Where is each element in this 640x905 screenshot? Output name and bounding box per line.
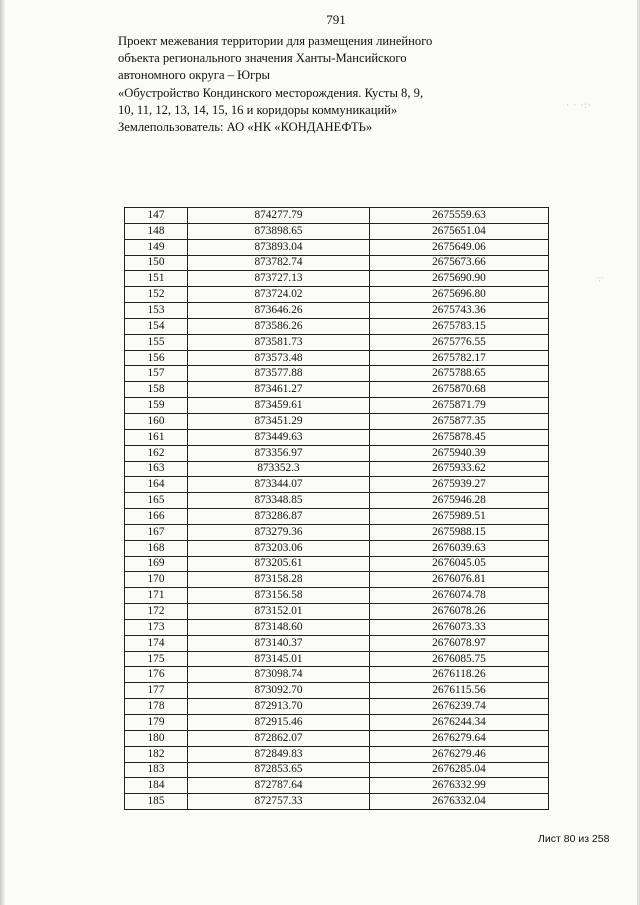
y-coordinate-cell: 2675783.15 <box>370 318 549 334</box>
y-coordinate-cell: 2675870.68 <box>370 382 549 398</box>
y-coordinate-cell: 2676279.64 <box>370 730 549 746</box>
y-coordinate-cell: 2675651.04 <box>370 223 549 239</box>
coordinates-table-body <box>125 208 549 810</box>
point-number-cell: 162 <box>125 445 188 461</box>
x-coordinate-cell: 874277.79 <box>188 208 370 224</box>
x-coordinate-cell: 872853.65 <box>188 762 370 778</box>
x-coordinate-cell: 873092.70 <box>188 683 370 699</box>
y-coordinate-cell: 2675940.39 <box>370 445 549 461</box>
y-coordinate-cell: 2675782.17 <box>370 350 549 366</box>
table-row <box>125 730 549 746</box>
x-coordinate-cell: 873724.02 <box>188 287 370 303</box>
y-coordinate-cell: 2676078.26 <box>370 604 549 620</box>
header-line: «Обустройство Кондинского месторождения. Кусты 8, 9, <box>118 85 424 100</box>
y-coordinate-cell: 2675743.36 <box>370 303 549 319</box>
point-number-cell: 150 <box>125 255 188 271</box>
table-row <box>125 715 549 731</box>
point-number-cell: 178 <box>125 699 188 715</box>
table-row <box>125 619 549 635</box>
table-row <box>125 778 549 794</box>
scan-edge-left <box>0 0 5 905</box>
table-row <box>125 445 549 461</box>
y-coordinate-cell: 2676074.78 <box>370 588 549 604</box>
header-line: Землепользователь: АО «НК «КОНДАНЕФТЬ» <box>118 120 373 135</box>
y-coordinate-cell: 2675939.27 <box>370 477 549 493</box>
point-number-cell: 179 <box>125 715 188 731</box>
x-coordinate-cell: 873203.06 <box>188 540 370 556</box>
x-coordinate-cell: 873286.87 <box>188 509 370 525</box>
table-row <box>125 556 549 572</box>
y-coordinate-cell: 2676078.97 <box>370 635 549 651</box>
point-number-cell: 166 <box>125 509 188 525</box>
table-row <box>125 461 549 477</box>
y-coordinate-cell: 2675988.15 <box>370 524 549 540</box>
header-line: 10, 11, 12, 13, 14, 15, 16 и коридоры коммуникаций» <box>118 102 398 117</box>
faint-stamp-mark: · · ·:· <box>566 100 592 110</box>
point-number-cell: 177 <box>125 683 188 699</box>
x-coordinate-cell: 873898.65 <box>188 223 370 239</box>
table-row <box>125 366 549 382</box>
point-number-cell: 154 <box>125 318 188 334</box>
point-number-cell: 171 <box>125 588 188 604</box>
x-coordinate-cell: 872757.33 <box>188 794 370 810</box>
point-number-cell: 148 <box>125 223 188 239</box>
table-row <box>125 239 549 255</box>
x-coordinate-cell: 873893.04 <box>188 239 370 255</box>
y-coordinate-cell: 2675989.51 <box>370 509 549 525</box>
x-coordinate-cell: 872862.07 <box>188 730 370 746</box>
table-row <box>125 667 549 683</box>
header-line: объекта регионального значения Ханты-Мансийского <box>118 51 407 66</box>
x-coordinate-cell: 873152.01 <box>188 604 370 620</box>
x-coordinate-cell: 873577.88 <box>188 366 370 382</box>
coordinates-table <box>124 207 549 810</box>
point-number-cell: 169 <box>125 556 188 572</box>
table-row <box>125 255 549 271</box>
point-number-cell: 153 <box>125 303 188 319</box>
table-row <box>125 429 549 445</box>
table-row <box>125 746 549 762</box>
x-coordinate-cell: 873156.58 <box>188 588 370 604</box>
point-number-cell: 151 <box>125 271 188 287</box>
y-coordinate-cell: 2676332.99 <box>370 778 549 794</box>
y-coordinate-cell: 2675673.66 <box>370 255 549 271</box>
table-row <box>125 524 549 540</box>
y-coordinate-cell: 2675776.55 <box>370 334 549 350</box>
header-line: автономного округа – Югры <box>118 68 271 83</box>
y-coordinate-cell: 2675946.28 <box>370 493 549 509</box>
y-coordinate-cell: 2676073.33 <box>370 619 549 635</box>
header-line: Проект межевания территории для размещения линейного <box>118 34 433 48</box>
point-number-cell: 165 <box>125 493 188 509</box>
y-coordinate-cell: 2675696.80 <box>370 287 549 303</box>
y-coordinate-cell: 2675871.79 <box>370 398 549 414</box>
point-number-cell: 155 <box>125 334 188 350</box>
y-coordinate-cell: 2676239.74 <box>370 699 549 715</box>
point-number-cell: 159 <box>125 398 188 414</box>
y-coordinate-cell: 2675933.62 <box>370 461 549 477</box>
x-coordinate-cell: 873586.26 <box>188 318 370 334</box>
document-header <box>118 33 432 136</box>
table-row <box>125 303 549 319</box>
point-number-cell: 174 <box>125 635 188 651</box>
table-row <box>125 540 549 556</box>
table-row <box>125 762 549 778</box>
table-row <box>125 223 549 239</box>
y-coordinate-cell: 2676285.04 <box>370 762 549 778</box>
table-row <box>125 572 549 588</box>
point-number-cell: 149 <box>125 239 188 255</box>
point-number-cell: 182 <box>125 746 188 762</box>
table-row <box>125 635 549 651</box>
y-coordinate-cell: 2675877.35 <box>370 413 549 429</box>
x-coordinate-cell: 872915.46 <box>188 715 370 731</box>
table-row <box>125 699 549 715</box>
table-row <box>125 271 549 287</box>
table-row <box>125 208 549 224</box>
y-coordinate-cell: 2676085.75 <box>370 651 549 667</box>
point-number-cell: 161 <box>125 429 188 445</box>
point-number-cell: 175 <box>125 651 188 667</box>
page-number: 791 <box>326 12 346 27</box>
y-coordinate-cell: 2676076.81 <box>370 572 549 588</box>
y-coordinate-cell: 2675559.63 <box>370 208 549 224</box>
faint-scan-mark: ·;· <box>596 274 604 283</box>
x-coordinate-cell: 873348.85 <box>188 493 370 509</box>
point-number-cell: 185 <box>125 794 188 810</box>
x-coordinate-cell: 873581.73 <box>188 334 370 350</box>
x-coordinate-cell: 873573.48 <box>188 350 370 366</box>
x-coordinate-cell: 873449.63 <box>188 429 370 445</box>
point-number-cell: 168 <box>125 540 188 556</box>
point-number-cell: 157 <box>125 366 188 382</box>
table-row <box>125 350 549 366</box>
table-row <box>125 588 549 604</box>
table-row <box>125 398 549 414</box>
y-coordinate-cell: 2675878.45 <box>370 429 549 445</box>
table-row <box>125 413 549 429</box>
table-row <box>125 651 549 667</box>
table-row <box>125 493 549 509</box>
x-coordinate-cell: 872913.70 <box>188 699 370 715</box>
y-coordinate-cell: 2676118.26 <box>370 667 549 683</box>
x-coordinate-cell: 872787.64 <box>188 778 370 794</box>
x-coordinate-cell: 873344.07 <box>188 477 370 493</box>
x-coordinate-cell: 873727.13 <box>188 271 370 287</box>
x-coordinate-cell: 873279.36 <box>188 524 370 540</box>
y-coordinate-cell: 2676279.46 <box>370 746 549 762</box>
y-coordinate-cell: 2676332.04 <box>370 794 549 810</box>
y-coordinate-cell: 2676045.05 <box>370 556 549 572</box>
x-coordinate-cell: 873140.37 <box>188 635 370 651</box>
x-coordinate-cell: 873352.3 <box>188 461 370 477</box>
x-coordinate-cell: 873356.97 <box>188 445 370 461</box>
table-row <box>125 509 549 525</box>
point-number-cell: 163 <box>125 461 188 477</box>
sheet-counter: Лист 80 из 258 <box>538 833 610 845</box>
point-number-cell: 164 <box>125 477 188 493</box>
table-row <box>125 604 549 620</box>
y-coordinate-cell: 2675690.90 <box>370 271 549 287</box>
y-coordinate-cell: 2675649.06 <box>370 239 549 255</box>
x-coordinate-cell: 873459.61 <box>188 398 370 414</box>
x-coordinate-cell: 873205.61 <box>188 556 370 572</box>
y-coordinate-cell: 2676115.56 <box>370 683 549 699</box>
x-coordinate-cell: 873451.29 <box>188 413 370 429</box>
y-coordinate-cell: 2675788.65 <box>370 366 549 382</box>
x-coordinate-cell: 873158.28 <box>188 572 370 588</box>
y-coordinate-cell: 2676244.34 <box>370 715 549 731</box>
point-number-cell: 152 <box>125 287 188 303</box>
point-number-cell: 147 <box>125 208 188 224</box>
x-coordinate-cell: 872849.83 <box>188 746 370 762</box>
point-number-cell: 183 <box>125 762 188 778</box>
y-coordinate-cell: 2676039.63 <box>370 540 549 556</box>
point-number-cell: 184 <box>125 778 188 794</box>
table-row <box>125 477 549 493</box>
point-number-cell: 167 <box>125 524 188 540</box>
table-row <box>125 794 549 810</box>
x-coordinate-cell: 873461.27 <box>188 382 370 398</box>
point-number-cell: 158 <box>125 382 188 398</box>
x-coordinate-cell: 873646.26 <box>188 303 370 319</box>
point-number-cell: 172 <box>125 604 188 620</box>
point-number-cell: 156 <box>125 350 188 366</box>
x-coordinate-cell: 873148.60 <box>188 619 370 635</box>
point-number-cell: 180 <box>125 730 188 746</box>
table-row <box>125 287 549 303</box>
point-number-cell: 173 <box>125 619 188 635</box>
x-coordinate-cell: 873782.74 <box>188 255 370 271</box>
point-number-cell: 176 <box>125 667 188 683</box>
x-coordinate-cell: 873098.74 <box>188 667 370 683</box>
point-number-cell: 170 <box>125 572 188 588</box>
point-number-cell: 160 <box>125 413 188 429</box>
table-row <box>125 334 549 350</box>
table-row <box>125 318 549 334</box>
table-row <box>125 683 549 699</box>
x-coordinate-cell: 873145.01 <box>188 651 370 667</box>
table-row <box>125 382 549 398</box>
